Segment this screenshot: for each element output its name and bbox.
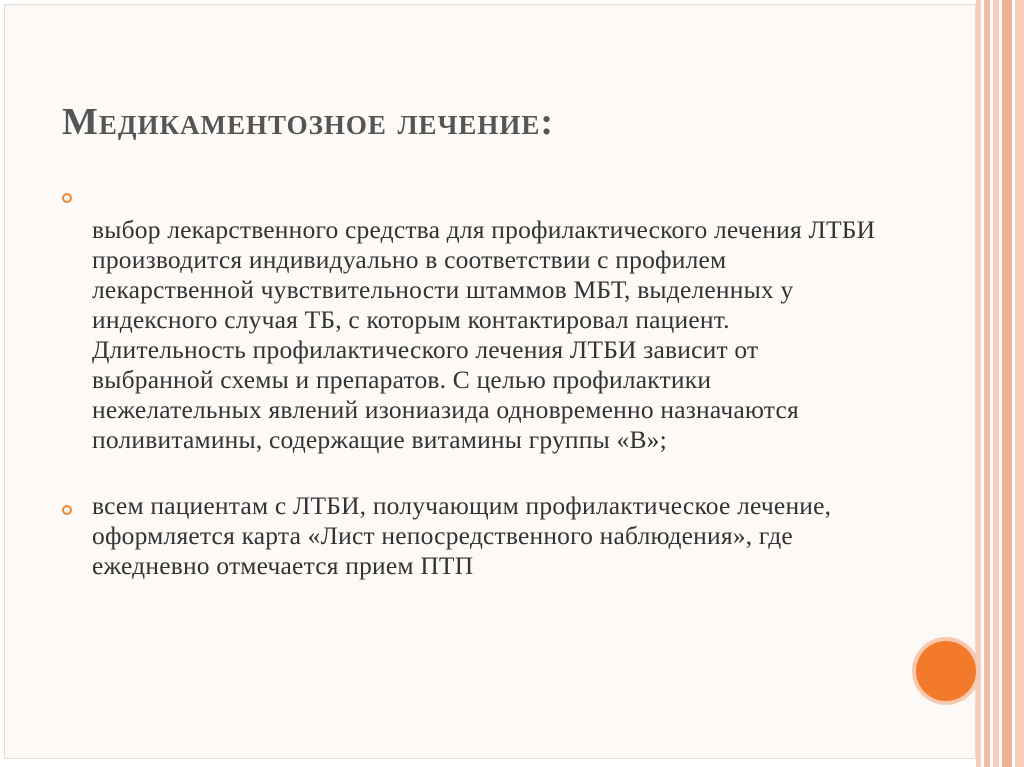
slide-title: Медикаментозное лечение: bbox=[62, 101, 555, 143]
bullet-text: всем пациентам с ЛТБИ, получающим профилактическое лечение, оформляется карта «Лист непосредственного наблюдения», где ежедневно отмечается прием ПТП bbox=[92, 491, 832, 580]
stripe bbox=[993, 0, 999, 767]
bullet-item bbox=[62, 185, 882, 455]
stripe bbox=[1015, 0, 1024, 767]
bullet-circle-icon bbox=[62, 505, 72, 515]
stripe bbox=[984, 0, 990, 767]
bullet-circle-icon bbox=[62, 193, 72, 203]
stripe bbox=[976, 0, 981, 767]
bullet-text: выбор лекарственного средства для профилактического лечения ЛТБИ производится индивидуально в соответствии с профилем лекарственной чувствительности штаммов МБТ, выделенных у индексного случая ТБ, с которым контактировал пациент. Длительность профилактического лечения ЛТБИ зависит от выбранной схемы и препаратов. С целью профилактики нежелательных явлений изониазида одновременно назначаются поливитамины, содержащие витамины группы «В»; bbox=[92, 215, 876, 454]
decorative-stripes bbox=[976, 0, 1024, 767]
bullet-item bbox=[62, 491, 882, 581]
bullet-list bbox=[62, 185, 882, 581]
decorative-orange-circle bbox=[916, 641, 976, 701]
stripe bbox=[1002, 0, 1012, 767]
